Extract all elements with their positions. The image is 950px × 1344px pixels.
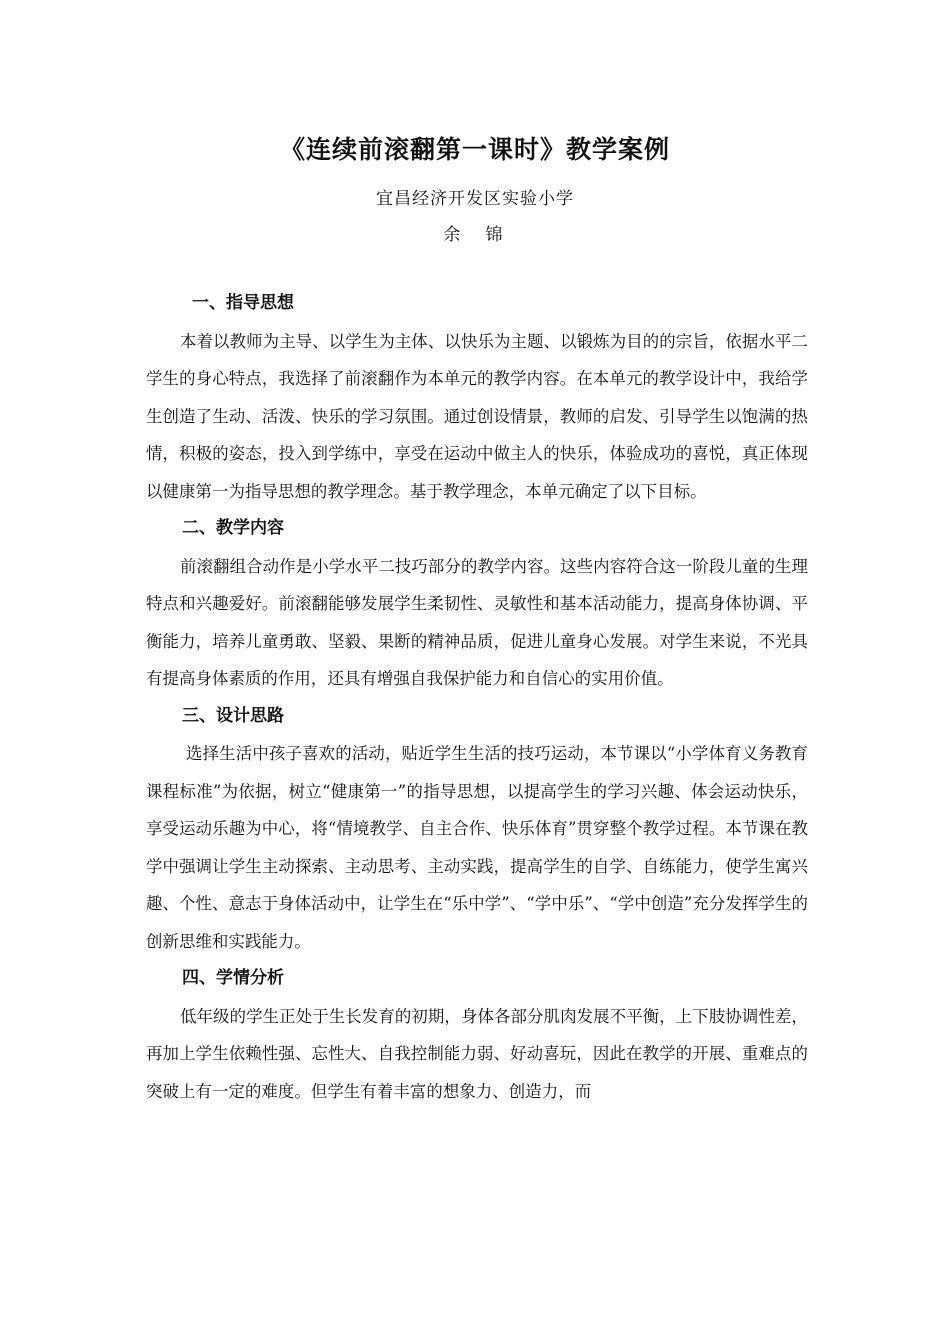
section-heading: 一、指导思想	[192, 293, 294, 313]
section-teaching-content	[146, 510, 808, 698]
section-paragraph: 本着以教师为主导、以学生为主体、以快乐为主题、以锻炼为目的的宗旨，依据水平二学生的身心特点，我选择了前滚翻作为本单元的教学内容。在本单元的教学设计中，我给学生创造了生动、活泼、快乐的学习氛围。通过创设情景，教师的启发、引导学生以饱满的热情，积极的姿态，投入到学练中，享受在运动中做主人的快乐，体验成功的喜悦，真正体现以健康第一为指导思想的教学理念。基于教学理念，本单元确定了以下目标。	[146, 331, 808, 501]
section-paragraph: 选择生活中孩子喜欢的活动，贴近学生生活的技巧运动，本节课以“小学体育义务教育课程标准”为依据，树立“健康第一”的指导思想，以提高学生的学习兴趣、体会运动快乐，享受运动乐趣为中心，将“情境教学、自主合作、快乐体育”贯穿整个教学过程。本节课在教学中强调让学生主动探索、主动思考、主动实践，提高学生的自学、自练能力，使学生寓兴趣、个性、意志于身体活动中，让学生在“乐中学”、“学中乐”、“学中创造”充分发挥学生的创新思维和实践能力。	[146, 744, 808, 951]
section-paragraph: 前滚翻组合动作是小学水平二技巧部分的教学内容。这些内容符合这一阶段儿童的生理特点和兴趣爱好。前滚翻能够发展学生柔韧性、灵敏性和基本活动能力，提高身体协调、平衡能力，培养儿童勇敢、坚毅、果断的精神品质，促进儿童身心发展。对学生来说，不光具有提高身体素质的作用，还具有增强自我保护能力和自信心的实用价值。	[146, 556, 808, 688]
section-heading: 三、设计思路	[182, 705, 284, 726]
section-paragraph: 低年级的学生正处于生长发育的初期，身体各部分肌肉发展不平衡，上下肢协调性差，再加上学生依赖性强、忘性大、自我控制能力弱、好动喜玩，因此在教学的开展、重难点的突破上有一定的难度。但学生有着丰富的想象力、创造力，而	[146, 1006, 808, 1101]
document-title: 《连续前滚翻第一课时》教学案例	[279, 135, 670, 164]
school-name: 宜昌经济开发区实验小学	[376, 189, 574, 209]
section-design-approach	[146, 698, 808, 961]
section-heading: 二、教学内容	[182, 518, 284, 538]
document-body	[146, 285, 808, 1110]
section-heading: 四、学情分析	[182, 968, 284, 988]
author-name: 余 锦	[443, 225, 507, 245]
section-learner-analysis	[146, 960, 808, 1110]
section-guiding-ideology	[146, 285, 808, 510]
